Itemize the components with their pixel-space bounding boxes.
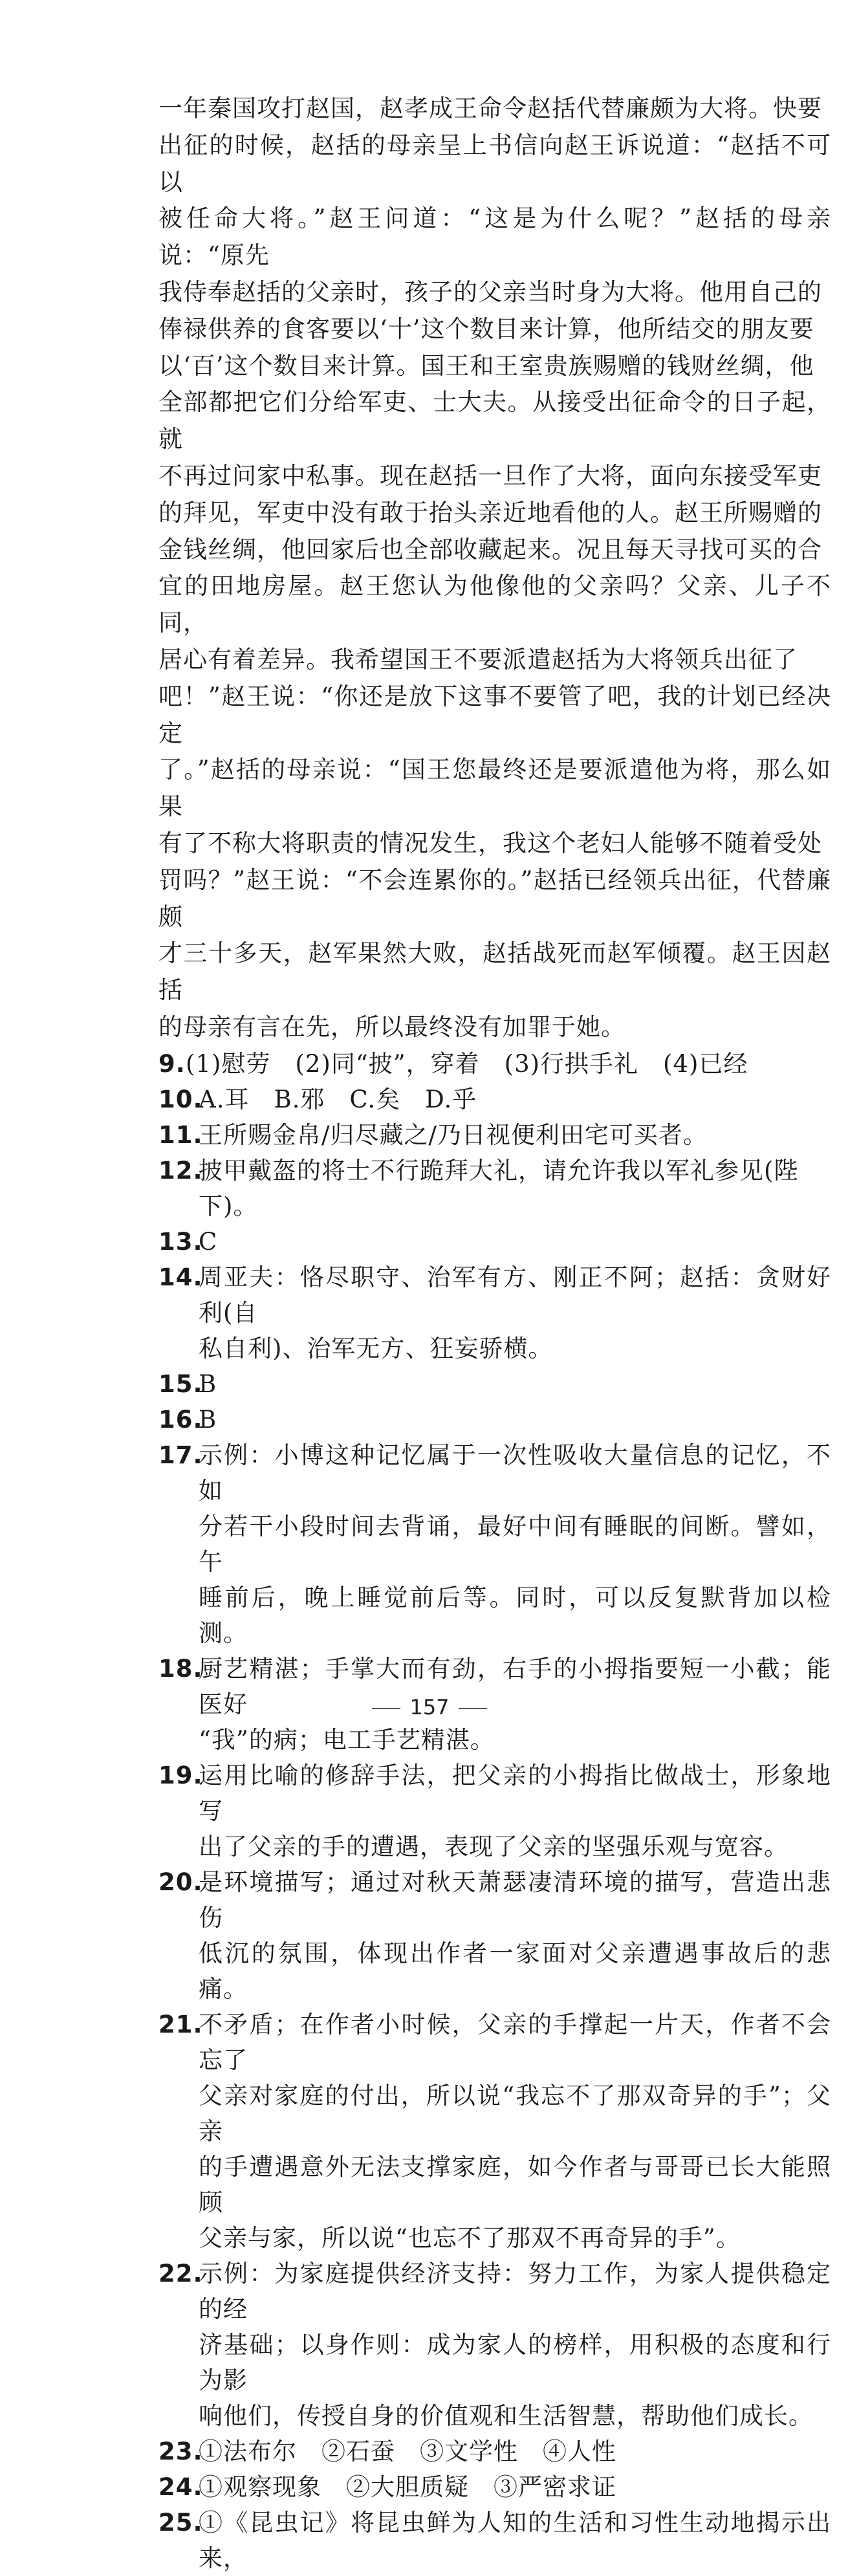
answer-item [158, 1153, 831, 1224]
passage-line: 吧！”赵王说：“你还是放下这事不要管了吧，我的计划已经决定 [158, 682, 831, 747]
answer-text [199, 1402, 831, 1437]
answer-item [158, 1260, 831, 1366]
answer-number: 21 . [158, 2007, 199, 2256]
answer-line: 示例：小博这种记忆属于一次性吸收大量信息的记忆，不如 [199, 1441, 831, 1505]
passage-line: 以‘百’这个数目来计算。国王和王室贵族赐赠的钱财丝绸，他 [158, 351, 814, 380]
passage-line: 被任命大将。”赵王问道：“这是为什么呢？”赵括的母亲说：“原先 [158, 204, 831, 270]
answer-text [199, 2505, 831, 2576]
answer-item [158, 1402, 831, 1437]
answer-line: 厨艺精湛；手掌大而有劲，右手的小拇指要短一小截；能医好 [199, 1654, 831, 1718]
passage-line: 了。”赵括的母亲说：“国王您最终还是要派遣他为将，那么如果 [158, 756, 831, 821]
answer-number: 15 . [158, 1366, 199, 1402]
answer-line: 济基础；以身作则：成为家人的榜样，用积极的态度和行为影 [199, 2330, 831, 2394]
answer-number: 24 . [158, 2469, 199, 2505]
answer-line: 示例：为家庭提供经济支持：努力工作，为家人提供稳定的经 [199, 2259, 831, 2323]
answer-line: “我”的病；电工手艺精湛。 [199, 1725, 495, 1754]
answer-item [158, 1366, 831, 1402]
page-footer [0, 1695, 859, 1719]
answer-text [199, 2256, 831, 2434]
answer-text [199, 2007, 831, 2256]
passage-line: 一年秦国攻打赵国，赵孝成王命令赵括代替廉颇为大将。快要 [158, 94, 822, 122]
passage-line: 居心有着差异。我希望国王不要派遣赵括为大将领兵出征了 [158, 645, 798, 673]
document-page [158, 91, 831, 2576]
answer-line: 父亲对家庭的付出，所以说“我忘不了那双奇异的手”；父亲 [199, 2081, 831, 2145]
answer-text [199, 1224, 831, 1260]
answer-line: 低沉的氛围，体现出作者一家面对父亲遭遇事故后的悲痛。 [199, 1939, 831, 2003]
answer-line: 父亲与家，所以说“也忘不了那双不再奇异的手”。 [199, 2223, 741, 2252]
answer-item [158, 2434, 831, 2469]
answer-line: 披甲戴盔的将士不行跪拜大礼，请允许我以军礼参见(陛 [199, 1156, 799, 1184]
passage-line: 我侍奉赵括的父亲时，孩子的父亲当时身为大将。他用自己的 [158, 278, 822, 306]
answer-number: 20 . [158, 1864, 199, 2007]
answer-item [158, 2505, 831, 2576]
answer-line: 运用比喻的修辞手法，把父亲的小拇指比做战士，形象地写 [199, 1761, 831, 1825]
page-number: 157 [409, 1695, 450, 1719]
passage-line: 宜的田地房屋。赵王您认为他像他的父亲吗？父亲、儿子不同， [158, 572, 831, 637]
answer-line: B [199, 1405, 217, 1434]
answer-item [158, 1082, 831, 1117]
answer-text [199, 1864, 831, 2007]
answer-text [199, 1082, 831, 1117]
footer-dash-left [372, 1708, 400, 1709]
answer-item [158, 1437, 831, 1651]
passage-line: 全部都把它们分给军吏、士大夫。从接受出征命令的日子起，就 [158, 388, 831, 453]
answer-item [158, 1758, 831, 1864]
answer-number: 23 . [158, 2434, 199, 2469]
answer-line: 不矛盾；在作者小时候，父亲的手撑起一片天，作者不会忘了 [199, 2010, 831, 2074]
answer-item [158, 1046, 831, 1082]
answer-number: 12 . [158, 1153, 199, 1224]
answer-line: 私自利)、治军无方、狂妄骄横。 [199, 1334, 553, 1362]
answer-text [199, 1366, 831, 1402]
answer-item [158, 2256, 831, 2434]
answer-line: A.耳 B.邪 C.矣 D.乎 [199, 1085, 477, 1113]
answer-text [199, 2469, 831, 2505]
answer-text [199, 1758, 831, 1864]
answer-line: (1)慰劳 (2)同“披”，穿着 (3)行拱手礼 (4)已经 [186, 1049, 748, 1078]
passage-line: 才三十多天，赵军果然大败，赵括战死而赵军倾覆。赵王因赵括 [158, 939, 831, 1005]
answer-number: 16 . [158, 1402, 199, 1437]
passage-line: 有了不称大将职责的情况发生，我这个老妇人能够不随着受处 [158, 829, 822, 857]
answer-number: 9 . [158, 1046, 186, 1082]
answer-number: 22 . [158, 2256, 199, 2434]
answer-number: 10 . [158, 1082, 199, 1117]
translation-passage [158, 91, 831, 1046]
answer-number: 25 . [158, 2505, 199, 2576]
answer-number: 13 . [158, 1224, 199, 1260]
answer-line: 是环境描写；通过对秋天萧瑟凄清环境的描写，营造出悲伤 [199, 1868, 831, 1932]
answer-line: ①《昆虫记》将昆虫鲜为人知的生活和习性生动地揭示出来， [199, 2508, 831, 2572]
answer-text [199, 1260, 831, 1366]
answer-number: 11 . [158, 1117, 199, 1153]
answer-text [199, 1153, 831, 1224]
answer-line: ①法布尔 ②石蚕 ③文学性 ④人性 [199, 2437, 616, 2465]
answer-item [158, 2469, 831, 2505]
passage-line: 出征的时候，赵括的母亲呈上书信向赵王诉说道：“赵括不可以 [158, 131, 831, 196]
footer-dash-right [459, 1708, 487, 1709]
answer-number: 18 . [158, 1651, 199, 1758]
answer-line: 分若干小段时间去背诵，最好中间有睡眠的间断。譬如，午 [199, 1512, 831, 1576]
answer-text [186, 1046, 831, 1082]
passage-line: 的母亲有言在先，所以最终没有加罪于她。 [158, 1012, 625, 1041]
passage-line: 俸禄供养的食客要以‘十’这个数目来计算，他所结交的朋友要 [158, 314, 814, 343]
answer-item [158, 1224, 831, 1260]
answer-text [199, 1437, 831, 1651]
passage-line: 的拜见，军吏中没有敢于抬头亲近地看他的人。赵王所赐赠的 [158, 498, 822, 527]
passage-line: 金钱丝绸，他回家后也全部收藏起来。况且每天寻找可买的合 [158, 535, 822, 563]
answer-line: 的手遭遇意外无法支撑家庭，如今作者与哥哥已长大能照顾 [199, 2152, 831, 2216]
answer-line: 下)。 [199, 1192, 258, 1220]
answer-text [199, 2434, 831, 2469]
answer-line: 王所赐金帛/归尽藏之/乃日视便利田宅可买者。 [199, 1120, 708, 1149]
answer-line: B [199, 1370, 217, 1398]
answer-item [158, 1117, 831, 1153]
answer-line: C [199, 1227, 218, 1256]
passage-line: 不再过问家中私事。现在赵括一旦作了大将，面向东接受军吏 [158, 461, 822, 490]
answer-list [158, 1046, 831, 2576]
answer-text [199, 1117, 831, 1153]
answer-line: 出了父亲的手的遭遇，表现了父亲的坚强乐观与宽容。 [199, 1832, 788, 1861]
passage-line: 罚吗？”赵王说：“不会连累你的。”赵括已经领兵出征，代替廉颇 [158, 866, 831, 931]
answer-number: 14 . [158, 1260, 199, 1366]
answer-item [158, 1864, 831, 2007]
answer-number: 17 . [158, 1437, 199, 1651]
answer-item [158, 2007, 831, 2256]
answer-line: 响他们，传授自身的价值观和生活智慧，帮助他们成长。 [199, 2401, 813, 2430]
answer-line: ①观察现象 ②大胆质疑 ③严密求证 [199, 2472, 616, 2501]
answer-number: 19 . [158, 1758, 199, 1864]
answer-line: 周亚夫：恪尽职守、治军有方、刚正不阿；赵括：贪财好利(自 [199, 1263, 831, 1327]
answer-line: 睡前后，晚上睡觉前后等。同时，可以反复默背加以检测。 [199, 1583, 831, 1647]
